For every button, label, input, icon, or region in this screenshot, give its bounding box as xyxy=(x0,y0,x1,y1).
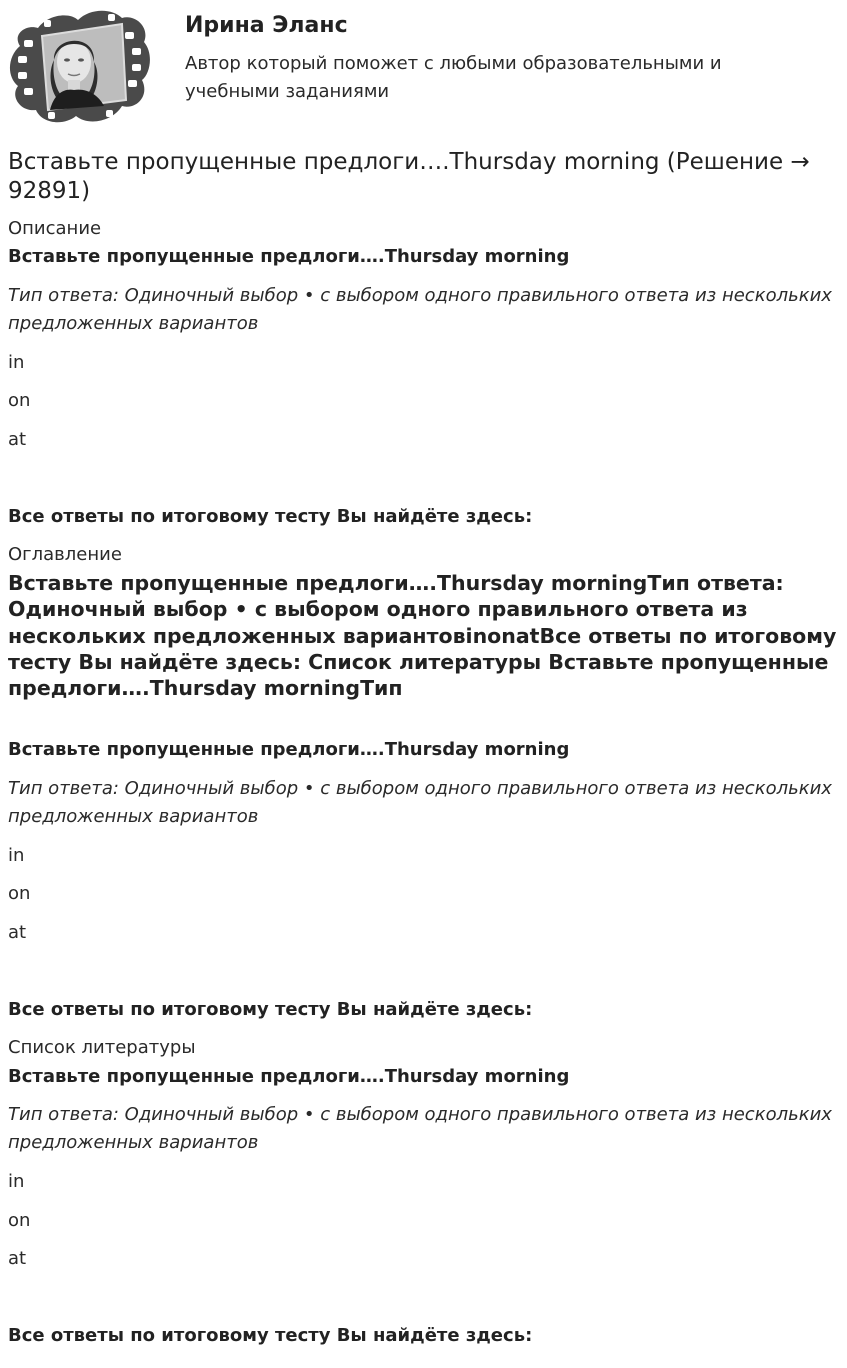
author-description: Автор который поможет с любыми образовательными и учебными заданиями xyxy=(185,53,722,102)
answer-type: Тип ответа: Одиночный выбор • с выбором одного правильного ответа из нескольких предложенных вариантов xyxy=(8,285,832,334)
option-at: at xyxy=(8,922,27,943)
all-answers-link[interactable]: Все ответы по итоговому тесту Вы найдёте здесь: xyxy=(8,1325,533,1346)
option-at: at xyxy=(8,1248,27,1269)
all-answers-link[interactable]: Все ответы по итоговому тесту Вы найдёте здесь: xyxy=(8,999,533,1020)
answer-type: Тип ответа: Одиночный выбор • с выбором одного правильного ответа из нескольких предложенных вариантов xyxy=(8,1104,832,1153)
author-name[interactable]: Ирина Эланс xyxy=(185,13,348,38)
question-text: Вставьте пропущенные предлоги….Thursday morning xyxy=(8,246,570,267)
option-at: at xyxy=(8,429,27,450)
option-on: on xyxy=(8,883,31,904)
page xyxy=(8,0,839,1346)
question-text: Вставьте пропущенные предлоги….Thursday morning xyxy=(8,739,570,760)
option-in: in xyxy=(8,1171,25,1192)
option-in: in xyxy=(8,845,25,866)
option-on: on xyxy=(8,390,31,411)
author-card xyxy=(8,0,839,140)
references-label: Список литературы xyxy=(8,1037,196,1058)
option-in: in xyxy=(8,352,25,373)
toc-summary[interactable]: Вставьте пропущенные предлоги….Thursday morningТип ответа: Одиночный выбор • с выбором одного правильного ответа из нескольких предложенных вариантовinonatВсе ответы по итоговому тесту Вы найдёте здесь: Список литературы Вставьте пропущенные предлоги….Thursday morningТип xyxy=(8,571,837,701)
all-answers-link[interactable]: Все ответы по итоговому тесту Вы найдёте здесь: xyxy=(8,506,533,527)
page-title: Вставьте пропущенные предлоги….Thursday morning (Решение → 92891) xyxy=(8,149,810,204)
question-text: Вставьте пропущенные предлоги….Thursday morning xyxy=(8,1066,570,1087)
author-avatar[interactable] xyxy=(8,6,150,128)
toc-label: Оглавление xyxy=(8,544,122,565)
answer-type: Тип ответа: Одиночный выбор • с выбором одного правильного ответа из нескольких предложенных вариантов xyxy=(8,778,832,827)
description-label: Описание xyxy=(8,218,102,239)
option-on: on xyxy=(8,1210,31,1231)
